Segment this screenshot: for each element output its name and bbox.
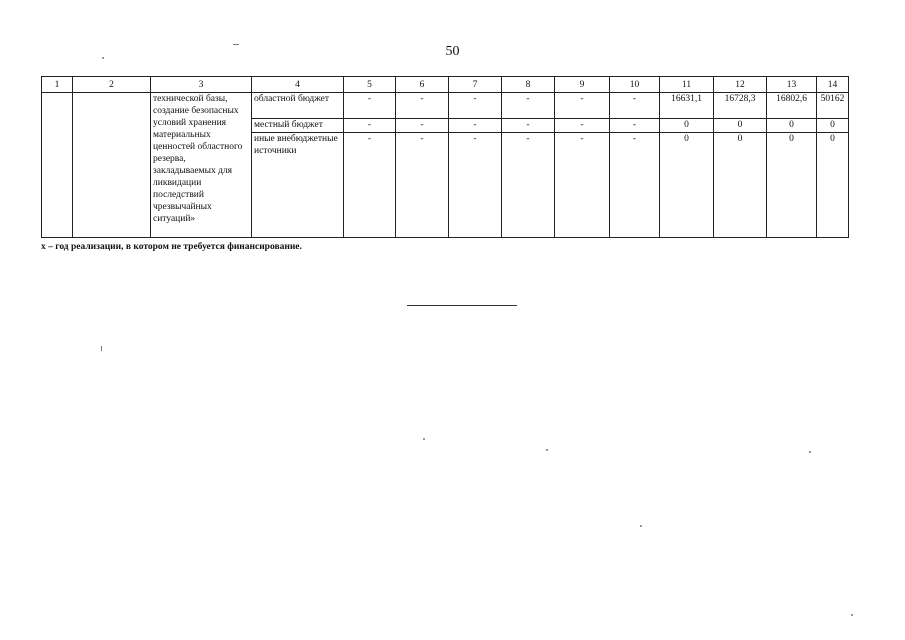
value-cell: 0	[714, 119, 767, 133]
value-cell: -	[449, 93, 502, 119]
value-cell: -	[555, 132, 610, 237]
value-cell: -	[396, 119, 449, 133]
header-cell: 12	[714, 77, 767, 93]
funding-source: иные внебюджетные источники	[252, 132, 344, 237]
value-cell: 16728,3	[714, 93, 767, 119]
value-cell: -	[344, 119, 396, 133]
footnote: х – год реализации, в котором не требуется финансирование.	[41, 242, 302, 252]
scan-speck	[546, 449, 548, 451]
value-cell: -	[344, 132, 396, 237]
header-cell: 7	[449, 77, 502, 93]
header-cell: 3	[151, 77, 252, 93]
value-cell: 50162	[817, 93, 849, 119]
value-cell: 16802,6	[767, 93, 817, 119]
scan-speck	[101, 346, 102, 351]
value-cell: -	[555, 119, 610, 133]
value-cell: 0	[660, 119, 714, 133]
value-cell: -	[610, 132, 660, 237]
value-cell: -	[449, 132, 502, 237]
value-cell: -	[502, 93, 555, 119]
header-cell: 4	[252, 77, 344, 93]
scan-speck	[423, 438, 425, 440]
header-cell: 1	[42, 77, 73, 93]
scan-speck	[102, 57, 104, 59]
header-cell: 6	[396, 77, 449, 93]
page-number: 50	[445, 44, 460, 59]
activity-description: технической базы, создание безопасных условий хранения материальных ценностей областного резерва, закладываемых для ликвидации последствий чрезвычайных ситуаций»	[151, 93, 252, 238]
header-cell: 2	[73, 77, 151, 93]
divider-line	[407, 305, 517, 306]
value-cell: -	[502, 119, 555, 133]
table-row	[42, 93, 849, 119]
header-row	[42, 77, 849, 93]
value-cell: -	[449, 119, 502, 133]
value-cell: -	[555, 93, 610, 119]
header-cell: 10	[610, 77, 660, 93]
header-cell: 5	[344, 77, 396, 93]
value-cell: -	[502, 132, 555, 237]
scan-speck	[851, 614, 853, 616]
header-cell: 8	[502, 77, 555, 93]
scan-speck	[809, 451, 811, 453]
header-cell: 14	[817, 77, 849, 93]
cell-col2	[73, 93, 151, 238]
value-cell: -	[396, 93, 449, 119]
value-cell: -	[344, 93, 396, 119]
value-cell: 0	[817, 132, 849, 237]
header-cell: 13	[767, 77, 817, 93]
header-cell: 11	[660, 77, 714, 93]
value-cell: 0	[767, 132, 817, 237]
value-cell: -	[610, 119, 660, 133]
scan-speck	[233, 44, 239, 45]
value-cell: 16631,1	[660, 93, 714, 119]
value-cell: -	[396, 132, 449, 237]
scan-speck	[640, 525, 642, 527]
financing-table	[41, 76, 849, 238]
funding-source: местный бюджет	[252, 119, 344, 133]
value-cell: -	[610, 93, 660, 119]
value-cell: 0	[817, 119, 849, 133]
funding-source: областной бюджет	[252, 93, 344, 119]
header-cell: 9	[555, 77, 610, 93]
value-cell: 0	[714, 132, 767, 237]
cell-col1	[42, 93, 73, 238]
value-cell: 0	[767, 119, 817, 133]
value-cell: 0	[660, 132, 714, 237]
